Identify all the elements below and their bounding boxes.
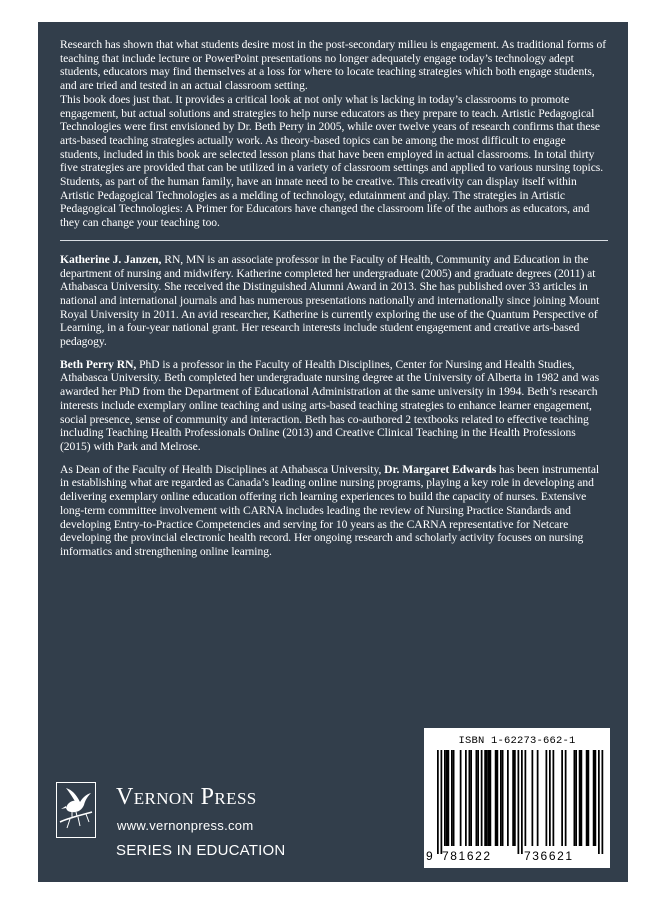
publisher-logo bbox=[56, 782, 356, 872]
blurb-paragraph-1: Research has shown that what students desire most in the post-secondary milieu is engagement. As traditional forms of teaching that include lecture or PowerPoint presentations no longer adequately engage today’s technology adept students, educators may find themselves at a loss for where to locate teaching strategies which both engage students, and are tried and tested in an actual classroom setting. bbox=[60, 38, 607, 93]
barcode-bar bbox=[575, 750, 577, 846]
back-cover bbox=[38, 22, 628, 882]
barcode-bar bbox=[537, 750, 539, 846]
barcode-bar bbox=[595, 750, 597, 846]
barcode-bar bbox=[497, 750, 499, 846]
barcode-bar bbox=[488, 750, 490, 846]
isbn-label: ISBN 1-62273-662-1 bbox=[458, 735, 576, 747]
cover-text bbox=[60, 38, 608, 568]
barcode-bar bbox=[581, 750, 583, 846]
barcode-bar bbox=[500, 750, 502, 846]
barcode-bar bbox=[561, 750, 563, 846]
barcode-bar bbox=[546, 750, 548, 846]
barcode-bar bbox=[502, 750, 504, 846]
author-bio-edwards-intro: As Dean of the Faculty of Health Disciplines at Athabasca University, bbox=[60, 462, 385, 476]
section-divider bbox=[60, 240, 608, 241]
barcode-bar bbox=[490, 750, 492, 846]
barcode-bar bbox=[448, 750, 450, 846]
barcode-bar bbox=[598, 750, 600, 854]
barcode-bars bbox=[428, 750, 606, 856]
barcode-bar bbox=[484, 750, 486, 846]
bird-on-branch-icon bbox=[56, 782, 96, 838]
barcode-bar bbox=[586, 750, 588, 846]
barcode-bar bbox=[495, 750, 497, 846]
isbn-barcode bbox=[424, 728, 610, 868]
barcode-digit-first: 9 bbox=[426, 849, 433, 863]
author-bio-perry-text: PhD is a professor in the Faculty of Health Disciplines, Center for Nursing and Health Studies, Athabasca University. Beth completed her undergraduate nursing degree at the University of Alberta in 1982 and was awarded her PhD from the Department of Educational Administration at the same university in 1994. Beth’s research interests include exemplary online teaching and using arts-based teaching strategies to enhance learner engagement, social presence, sense of community and interaction. Beth has co-authored 2 textbooks related to effective teaching including Teaching Health Professionals Online (2013) and Creative Clinical Teaching in the Health Professions (2015) with Park and Melrose. bbox=[60, 357, 600, 453]
barcode-bar bbox=[469, 750, 471, 846]
barcode-bar bbox=[574, 750, 576, 846]
barcode-bar bbox=[444, 750, 446, 846]
publisher-name: Vernon Press bbox=[116, 784, 257, 810]
barcode-bar bbox=[518, 750, 520, 854]
barcode-bar bbox=[446, 750, 448, 846]
barcode-bar bbox=[593, 750, 595, 846]
barcode-bar bbox=[525, 750, 527, 846]
barcode-bar bbox=[486, 750, 488, 846]
barcode-bar bbox=[532, 750, 534, 846]
barcode-bar bbox=[553, 750, 555, 846]
barcode-bar bbox=[521, 750, 523, 854]
series-title: SERIES IN EDUCATION bbox=[116, 842, 286, 859]
author-bio-janzen bbox=[60, 253, 608, 349]
barcode-bar bbox=[453, 750, 455, 846]
barcode-bar bbox=[565, 750, 567, 846]
barcode-bar bbox=[477, 750, 479, 846]
barcode-bar bbox=[512, 750, 514, 846]
barcode-bar bbox=[481, 750, 483, 846]
barcode-bar bbox=[470, 750, 472, 846]
barcode-bar bbox=[465, 750, 467, 846]
author-bio-janzen-text: RN, MN is an associate professor in the Faculty of Health, Community and Education in the department of nursing and midwifery. Katherine completed her undergraduate (2005) and graduate degrees (2011) at Athabasca University. She received the Distinguished Alumni Award in 2013. She has published over 33 articles in national and international journals and has numerous presentations nationally and internationally since joining Mount Royal University in 2011. An avid researcher, Katherine is currently exploring the use of the Quantum Perspective of Learning, in a four-year national grant. Her research interests include student engagement and creative arts-based pedagogy. bbox=[60, 252, 600, 349]
blurb-paragraph-2: This book does just that. It provides a critical look at not only what is lacking in today’s classrooms to promote engagement, but actual solutions and strategies to help nurse educators as they prepare to teach. Artistic Pedagogical Technologies were first envisioned by Dr. Beth Perry in 2005, while over twelve years of research confirms that these arts-based teaching strategies actually work. As theory-based topics can be among the most difficult to engage students, included in this book are selected lesson plans that have been employed in actual classrooms. In total thirty five strategies are provided that can be utilized in a variety of classroom settings and applied to various nursing topics. Students, as part of the human family, have an innate need to be creative. This creativity can display itself within Artistic Pedagogical Technologies as a melding of technology, edutainment and play. The strategies in Artistic Pedagogical Technologies: A Primer for Educators have changed the classroom life of the authors as educators, and they can change your teaching too. bbox=[60, 92, 604, 230]
author-name-perry: Beth Perry RN, bbox=[60, 357, 137, 371]
author-bio-edwards-text: has been instrumental in establishing what are regarded as Canada’s leading online nursing programs, playing a key role in developing and delivering exemplary online education offering rich learning experiences to build the capacity of nurses. Extensive long-term committee involvement with CARNA includes leading the review of Nursing Practice Standards and developing Entry-to-Practice Competencies and serving for 10 years as the CARNA representative for Netcare developing the provincial electronic health record. Her ongoing research and scholarly activity focuses on nursing informatics and strengthening online learning. bbox=[60, 462, 600, 558]
barcode-bar bbox=[579, 750, 581, 846]
barcode-digits-right: 736621 bbox=[524, 849, 574, 863]
barcode-digits-left: 781622 bbox=[442, 849, 492, 863]
author-bio-edwards bbox=[60, 463, 608, 559]
publisher-url: www.vernonpress.com bbox=[117, 818, 254, 833]
barcode-bar bbox=[602, 750, 604, 854]
author-name-janzen: Katherine J. Janzen, bbox=[60, 252, 162, 266]
barcode-bar bbox=[476, 750, 478, 846]
barcode-bar bbox=[549, 750, 551, 846]
barcode-bar bbox=[588, 750, 590, 846]
barcode-bar bbox=[460, 750, 462, 846]
barcode-bar bbox=[437, 750, 439, 854]
barcode-bar bbox=[441, 750, 443, 854]
author-name-edwards: Dr. Margaret Edwards bbox=[384, 462, 497, 476]
barcode-bar bbox=[507, 750, 509, 846]
book-blurb bbox=[60, 38, 608, 230]
author-bio-perry bbox=[60, 358, 608, 454]
barcode-bar bbox=[514, 750, 516, 846]
barcode-bar bbox=[451, 750, 453, 846]
